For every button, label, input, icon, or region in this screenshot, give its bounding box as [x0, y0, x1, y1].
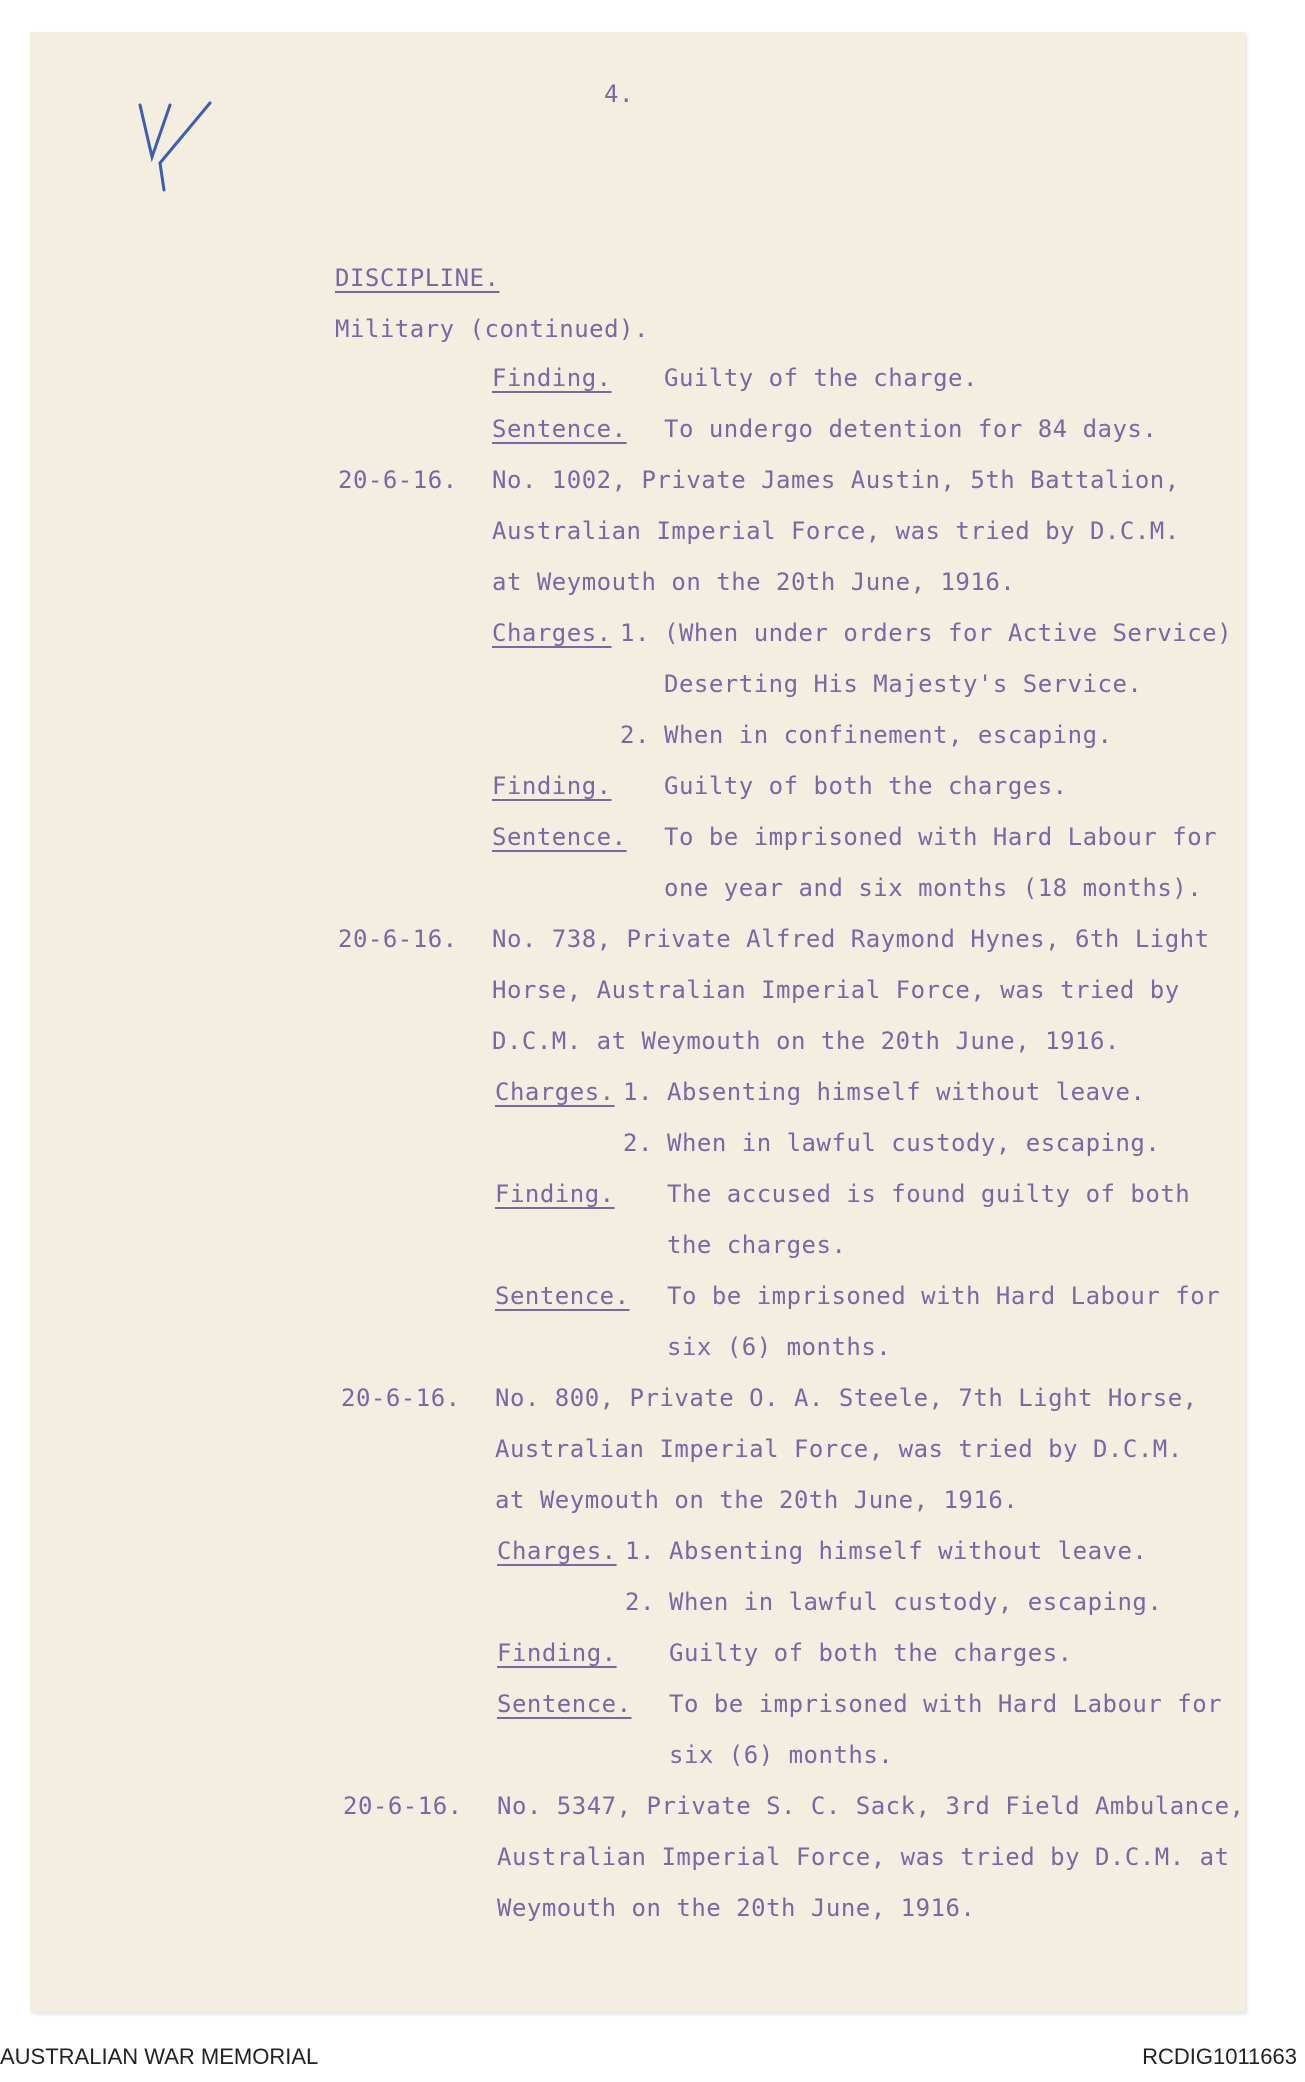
charge-number: 1.: [625, 1537, 655, 1565]
section-heading: DISCIPLINE.: [335, 264, 500, 292]
line-label: Sentence.: [492, 823, 627, 851]
charge-number: 2.: [620, 721, 650, 749]
line-label: Finding.: [495, 1180, 615, 1208]
charge-number: 2.: [625, 1588, 655, 1616]
line-text: When in lawful custody, escaping.: [669, 1588, 1163, 1616]
entry-date: 20-6-16.: [338, 925, 458, 953]
line-text: Weymouth on the 20th June, 1916.: [497, 1894, 976, 1922]
line-text: The accused is found guilty of both: [667, 1180, 1191, 1208]
entry-date: 20-6-16.: [341, 1384, 461, 1412]
entry-date: 20-6-16.: [338, 466, 458, 494]
line-text: the charges.: [667, 1231, 847, 1259]
line-label: Charges.: [495, 1078, 615, 1106]
line-text: To be imprisoned with Hard Labour for: [667, 1282, 1221, 1310]
line-text: D.C.M. at Weymouth on the 20th June, 1916.: [492, 1027, 1120, 1055]
line-text: six (6) months.: [667, 1333, 892, 1361]
line-text: Horse, Australian Imperial Force, was tried by: [492, 976, 1180, 1004]
line-text: Guilty of the charge.: [664, 364, 978, 392]
line-text: Australian Imperial Force, was tried by D.C.M.: [492, 517, 1180, 545]
line-text: To be imprisoned with Hard Labour for: [669, 1690, 1223, 1718]
line-label: Finding.: [497, 1639, 617, 1667]
line-text: six (6) months.: [669, 1741, 894, 1769]
document-page: [30, 32, 1245, 2012]
charge-number: 1.: [620, 619, 650, 647]
line-text: Guilty of both the charges.: [664, 772, 1068, 800]
line-text: No. 5347, Private S. C. Sack, 3rd Field Ambulance,: [497, 1792, 1245, 1820]
line-text: No. 800, Private O. A. Steele, 7th Light Horse,: [495, 1384, 1198, 1412]
footer-record-id: RCDIG1011663: [1142, 2044, 1297, 2069]
line-text: Absenting himself without leave.: [667, 1078, 1146, 1106]
line-label: Finding.: [492, 772, 612, 800]
charge-number: 2.: [623, 1129, 653, 1157]
line-text: Guilty of both the charges.: [669, 1639, 1073, 1667]
page-number: 4.: [604, 80, 634, 108]
line-text: at Weymouth on the 20th June, 1916.: [495, 1486, 1019, 1514]
line-text: (When under orders for Active Service): [664, 619, 1233, 647]
line-text: Absenting himself without leave.: [669, 1537, 1148, 1565]
line-label: Sentence.: [497, 1690, 632, 1718]
line-text: To be imprisoned with Hard Labour for: [664, 823, 1218, 851]
line-text: No. 1002, Private James Austin, 5th Battalion,: [492, 466, 1180, 494]
footer-source: AUSTRALIAN WAR MEMORIAL: [0, 2044, 319, 2069]
line-text: Deserting His Majesty's Service.: [664, 670, 1143, 698]
pencil-annotation: [130, 95, 220, 205]
line-text: No. 738, Private Alfred Raymond Hynes, 6th Light: [492, 925, 1210, 953]
entry-date: 20-6-16.: [343, 1792, 463, 1820]
line-text: When in confinement, escaping.: [664, 721, 1113, 749]
line-label: Sentence.: [495, 1282, 630, 1310]
line-label: Sentence.: [492, 415, 627, 443]
line-label: Charges.: [497, 1537, 617, 1565]
line-text: Australian Imperial Force, was tried by D.C.M.: [495, 1435, 1183, 1463]
line-label: Finding.: [492, 364, 612, 392]
section-subheading: Military (continued).: [335, 315, 649, 343]
line-text: When in lawful custody, escaping.: [667, 1129, 1161, 1157]
line-text: Australian Imperial Force, was tried by D.C.M. at: [497, 1843, 1230, 1871]
line-text: To undergo detention for 84 days.: [664, 415, 1158, 443]
line-text: one year and six months (18 months).: [664, 874, 1203, 902]
line-label: Charges.: [492, 619, 612, 647]
line-text: at Weymouth on the 20th June, 1916.: [492, 568, 1016, 596]
charge-number: 1.: [623, 1078, 653, 1106]
